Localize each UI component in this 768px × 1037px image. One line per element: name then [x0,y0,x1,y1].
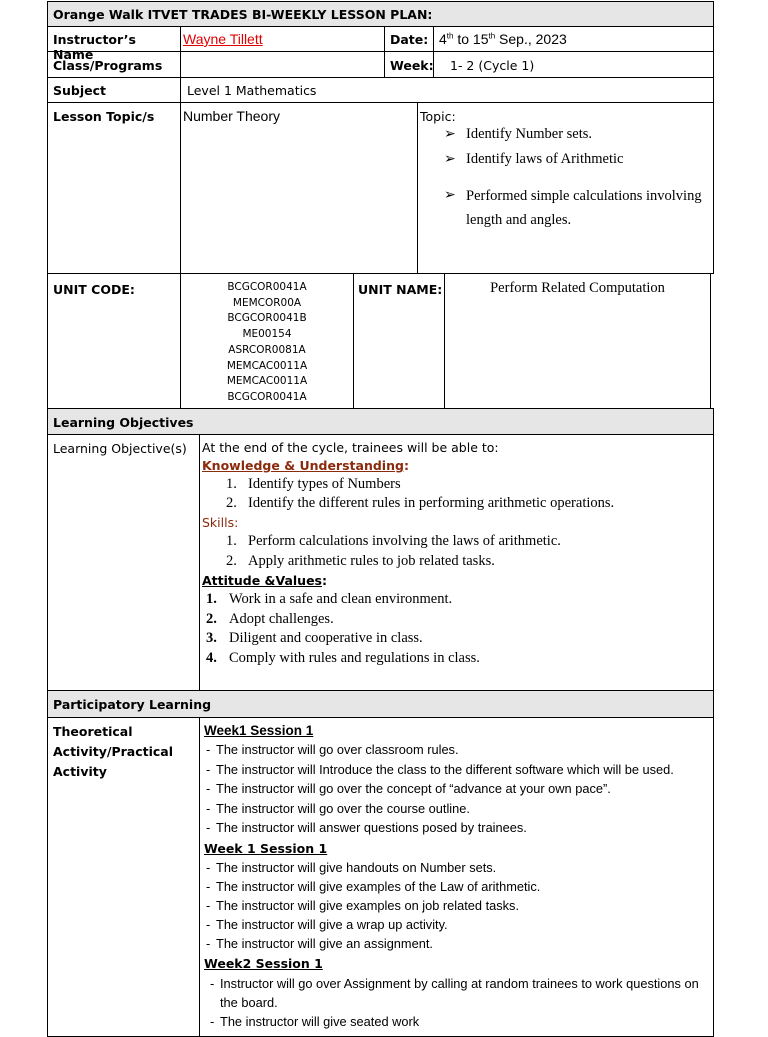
attitude-heading: Attitude &Values: [202,573,327,588]
week1-session-list [216,740,713,838]
instructor-label: Instructor’s Name [47,26,181,52]
unit-name-value: Perform Related Computation [444,273,711,409]
unit-code: BCGCOR0041A [227,281,307,293]
unit-name-label: UNIT NAME: [353,273,445,409]
activity-item: - The instructor will give handouts on Number sets. [216,858,713,877]
activity-item: - The instructor will give examples of the Law of arithmetic. [216,877,713,896]
topic-item: ➢ Performed simple calculations involving length and angles. [466,184,713,232]
lesson-topics-value: Number Theory [180,102,418,274]
document-title: Orange Walk ITVET TRADES BI-WEEKLY LESSON PLAN: [47,1,714,27]
date-label: Date: [384,26,434,52]
skills-item: 1. Perform calculations involving the laws of arithmetic. [226,533,561,549]
attitude-item: 4. Comply with rules and regulations in class. [206,649,480,666]
activity-item: - The instructor will go over the course outline. [216,799,713,819]
class-value [180,51,385,78]
attitude-item: 1. Work in a safe and clean environment. [206,591,453,607]
topic-item: ➢ Identify Number sets. [466,126,713,143]
participatory-learning-header: Participatory Learning [47,690,714,718]
unit-code: MEMCOR00A [232,296,302,309]
activity-item: - The instructor will give a wrap up activity. [216,915,713,934]
week2-session-list [220,974,713,1031]
activity-label-line: Theoretical [53,724,133,739]
class-label: Class/Programs [47,51,181,78]
activity-label-line: Activity/Practical [53,744,174,759]
week1-session-list-2 [216,858,713,953]
activity-item: - The instructor will go over the concept of “advance at your own pace”. [216,779,713,799]
activity-item: - The instructor will answer questions posed by trainees. [216,818,713,838]
skills-list [226,532,713,571]
unit-code: MEMCAC0011A [226,359,308,372]
unit-code-label: UNIT CODE: [47,273,181,409]
activity-item: - The instructor will go over classroom rules. [216,740,713,760]
week1-session-heading: Week1 Session 1 [204,723,314,738]
week-label: Week: [384,51,434,78]
knowledge-heading: Knowledge & Understanding: [202,458,409,473]
topic-item: ➢ Identify laws of Arithmetic [466,151,713,168]
week-value: 1- 2 (Cycle 1) [433,51,714,78]
knowledge-label: Knowledge & Understanding [202,458,404,473]
skills-item: 2. Apply arithmetic rules to job related tasks. [226,552,495,569]
learning-objectives-label: Learning Objective(s) [47,434,200,691]
activity-item: - The instructor will give seated work [220,1012,707,1031]
attitude-item: 3. Diligent and cooperative in class. [206,630,423,646]
knowledge-list [226,475,713,513]
knowledge-item: 1. Identify types of Numbers [226,476,401,492]
date-value: 4th to 15th Sep., 2023 [433,26,714,52]
unit-code: BCGCOR0041B [227,312,307,325]
unit-codes [180,273,354,409]
objectives-intro: At the end of the cycle, trainees will be able to: [202,440,499,455]
skills-label: Skills: [202,515,239,530]
activity-item: - The instructor will Introduce the class to the different software which will be used. [216,760,713,780]
unit-code: ME00154 [242,328,292,341]
topic-list [466,126,713,232]
activity-label-line: Activity [53,764,107,779]
learning-objectives-header: Learning Objectives [47,408,714,435]
attitude-label: Attitude &Values [202,573,322,588]
instructor-name: Wayne Tillett [180,26,385,52]
subject-label: Subject [47,77,181,103]
activity-content [199,717,714,1037]
unit-code: MEMCAC0011A [226,375,308,388]
unit-code: ASRCOR0081A [228,343,306,356]
attitude-list [206,590,713,668]
activity-item: - The instructor will give an assignment. [216,934,713,953]
subject-value: Level 1 Mathematics [180,77,714,103]
activity-item: - The instructor will give examples on job related tasks. [216,896,713,915]
learning-objectives-content [199,434,714,691]
week1-session-heading-2: Week 1 Session 1 [204,840,328,856]
unit-code: BCGCOR0041A [227,390,307,403]
knowledge-item: 2. Identify the different rules in performing arithmetic operations. [226,495,615,511]
topic-label: Topic: [420,109,456,124]
lesson-topics-label: Lesson Topic/s [47,102,181,274]
week2-session-heading: Week2 Session 1 [204,955,323,971]
topic-cell [417,102,714,274]
activity-label [47,717,200,1037]
activity-item: - Instructor will go over Assignment by calling at random trainees to work questions on the board. [220,974,707,1012]
attitude-item: 2. Adopt challenges. [206,610,334,627]
